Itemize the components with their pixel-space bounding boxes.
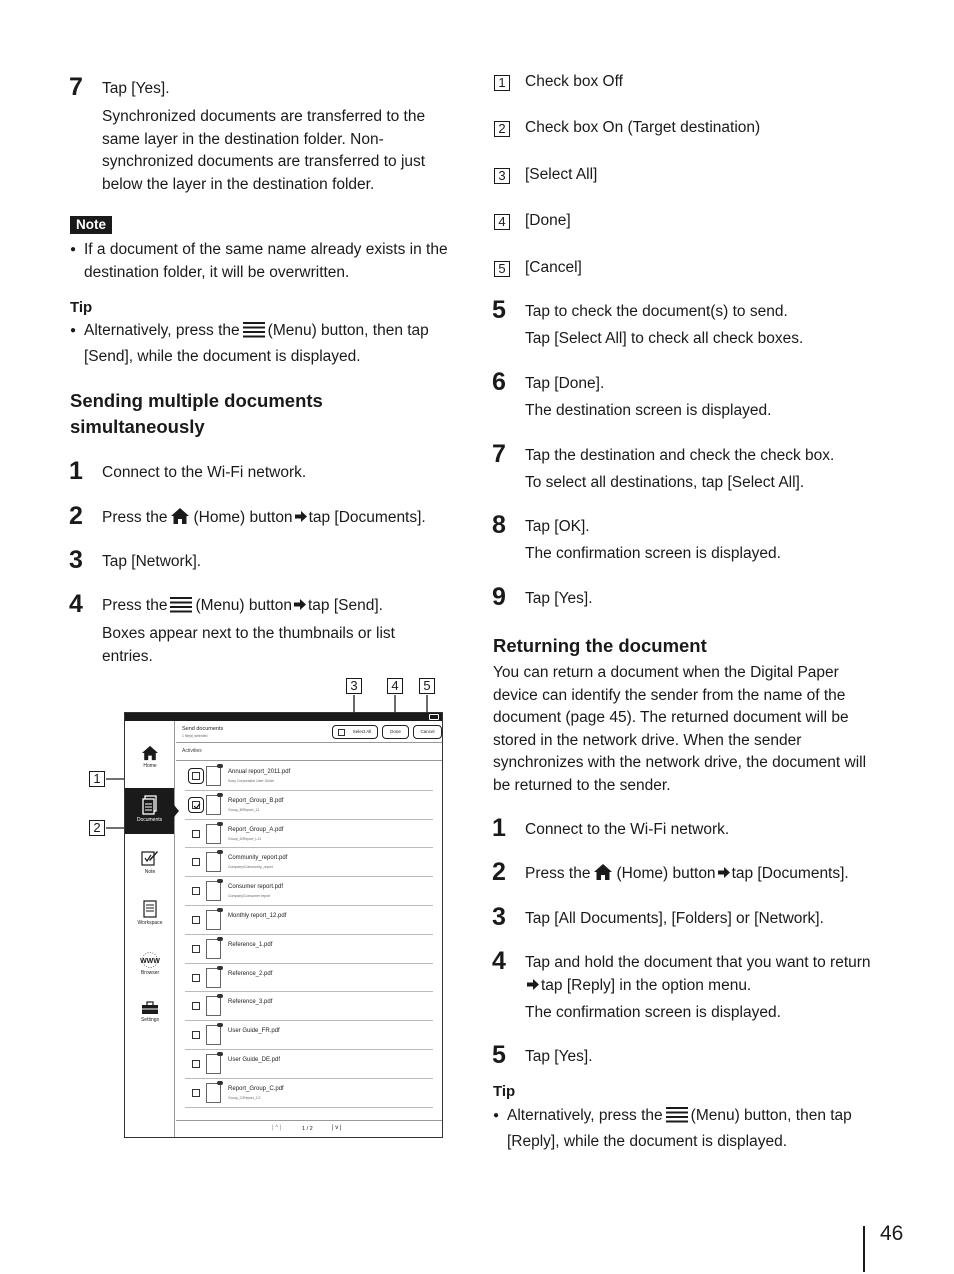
send-step-1-number: 1 [69,457,83,485]
arrow-icon [718,863,730,886]
document-thumbnail [206,795,221,815]
return-step-3-number: 3 [492,903,506,931]
checkbox-off[interactable] [192,858,200,866]
tip-label: Tip [70,299,93,316]
select-all-label: Select All [352,729,372,734]
page-number-rule [863,1226,865,1272]
done-button[interactable]: Done [382,725,409,739]
note-text: ● If a document of the same name already exists in the destination folder, it will be overwritten. [70,239,462,284]
send-step-2-number: 2 [69,502,83,530]
pager-prev-button[interactable]: | ^ | [272,1125,282,1131]
pager-label: 1 / 2 [302,1126,313,1132]
document-thumbnail [206,1025,221,1045]
return-step-4-body: The confirmation screen is displayed. [525,1004,781,1021]
document-thumbnail [206,766,221,786]
sidebar-settings[interactable] [128,995,172,1039]
step-number: 8 [492,511,506,539]
svg-text:WWW: WWW [140,958,160,965]
sidebar-workspace[interactable] [128,895,172,939]
file-row[interactable] [185,791,433,820]
file-row[interactable] [185,1050,433,1079]
menu-icon [666,1107,688,1131]
page-number: 46 [880,1222,904,1245]
file-row[interactable] [185,820,433,849]
callout-1: 1 [89,771,105,787]
document-thumbnail [206,939,221,959]
callout-5: 5 [419,678,435,694]
sidebar-workspace-label: Workspace [137,920,163,926]
checkbox-off[interactable] [192,830,200,838]
callout-highlight [188,797,204,813]
dialog-title: Send documents [182,726,224,732]
pager-next-button[interactable]: | v | [332,1125,342,1131]
legend-number: 4 [494,214,510,230]
file-name: Reference_3.pdf [228,999,273,1006]
arrow-icon [527,975,539,998]
return-step-4-number: 4 [492,947,506,975]
callout-2: 2 [89,820,105,836]
file-row[interactable] [185,1079,433,1108]
tip-text: ● Alternatively, press the (Menu) button, then tap [Send], while the document is displayed. [70,320,464,368]
document-thumbnail [206,996,221,1016]
document-thumbnail [206,1083,221,1103]
file-row[interactable] [185,877,433,906]
legend-text: [Cancel] [525,259,582,276]
file-name: Report_Group_C.pdf [228,1085,284,1092]
return-step-3-text: Tap [All Documents], [Folders] or [Network]. [525,910,824,927]
file-name: Annual report_2011.pdf [228,769,291,775]
tip-text-2: ● Alternatively, press the (Menu) button, then tap [Reply], while the document is displayed. [493,1105,888,1153]
file-name: Reference_1.pdf [228,941,273,948]
file-name: Monthly report_12.pdf [228,913,287,919]
legend-text: Check box On (Target destination) [525,119,761,136]
step-body: The confirmation screen is displayed. [525,545,781,562]
checkbox-off[interactable] [192,1031,200,1039]
step-number: 5 [492,296,506,324]
checkbox-off[interactable] [192,1089,200,1097]
file-row[interactable] [185,935,433,964]
checkbox-off[interactable] [192,1002,200,1010]
legend-number: 2 [494,121,510,137]
dialog-subtitle: 1 file(s) selected [182,734,208,738]
step-title: Tap the destination and check the check box. [525,447,835,464]
legend-text: [Select All] [525,166,598,183]
file-name: Reference_2.pdf [228,970,273,977]
file-path: Sony Corporation User Guide [228,779,274,783]
file-row[interactable] [185,762,433,791]
send-step-4-number: 4 [69,590,83,618]
document-thumbnail [206,968,221,988]
tip-label-2: Tip [493,1083,516,1100]
section-heading-returning: Returning the document [493,635,707,656]
step-number: 9 [492,583,506,611]
sidebar-documents-label: Documents [136,817,163,823]
note-icon [141,849,159,867]
sidebar-documents[interactable] [125,788,174,834]
sidebar-browser-label: Browser [140,970,160,976]
home-icon [141,745,159,761]
divider [176,760,442,761]
document-thumbnail [206,852,221,872]
return-step-5-number: 5 [492,1041,506,1069]
step-7-number: 7 [69,73,83,101]
checkbox-off[interactable] [192,974,200,982]
legend-text: [Done] [525,212,571,229]
home-icon [593,863,613,889]
send-step-4-text: Press the (Menu) button tap [Send]. [102,595,383,621]
send-step-3-number: 3 [69,546,83,574]
document-thumbnail [206,881,221,901]
file-row[interactable] [185,992,433,1021]
checkbox-off[interactable] [192,887,200,895]
step-body: Tap [Select All] to check all check boxes. [525,330,804,347]
file-row[interactable] [185,964,433,993]
file-name: User Guide_FR.pdf [228,1028,280,1035]
returning-intro: You can return a document when the Digital Paper device can identify the sender from the name of the document (page 45). The returned document will be stored in the network drive. When the sender synchronizes with the network drive, the document will be returned to the sender. [493,664,867,794]
device-status-bar [125,713,442,721]
file-name: Report_Group_B.pdf [228,797,284,804]
step-title: Tap [Yes]. [525,590,593,607]
file-row[interactable] [185,906,433,935]
sidebar-settings-label: Settings [140,1017,160,1023]
browser-icon [139,952,161,968]
legend-number: 3 [494,168,510,184]
step-title: Tap [Done]. [525,375,605,392]
checkbox-off[interactable] [192,945,200,953]
step-body: To select all destinations, tap [Select All]. [525,474,805,491]
document-thumbnail [206,824,221,844]
device-screenshot [124,712,443,1138]
file-row[interactable] [185,1021,433,1050]
file-path: Company/Community_report [228,865,273,870]
cancel-button[interactable]: Cancel [413,725,442,739]
document-thumbnail [206,910,221,930]
callout-3: 3 [346,678,362,694]
step-7-body: Synchronized documents are transferred to the same layer in the destination folder. Non-synchronized documents are transferred to just below the layer in the destination folder. [102,108,426,193]
select-all-button[interactable] [332,725,378,739]
file-name: Community_report.pdf [228,855,288,862]
file-path: Company/Consumer report [228,894,271,899]
file-path: Group_B/Report_12 [228,807,260,812]
send-step-4-body: Boxes appear next to the thumbnails or list entries. [102,625,395,665]
toolbox-icon [141,1001,159,1015]
battery-icon [429,714,439,720]
send-step-3-text: Tap [Network]. [102,553,202,570]
step-body: The destination screen is displayed. [525,402,772,419]
checkbox-off[interactable] [192,916,200,924]
workspace-icon [142,900,158,918]
file-name: User Guide_DE.pdf [228,1057,281,1063]
sidebar-home[interactable] [128,735,172,783]
return-step-2-number: 2 [492,858,506,886]
section-heading-sending: Sending multiple documents simultaneously [70,390,323,437]
select-all-checkbox [338,729,345,736]
device-header [176,721,442,743]
step-7-title: Tap [Yes]. [102,80,170,97]
return-step-1-number: 1 [492,814,506,842]
file-path: Group_A/Report_L11 [228,836,262,841]
step-number: 7 [492,440,506,468]
file-name: Report_Group_A.pdf [228,826,284,833]
checkbox-off[interactable] [192,1060,200,1068]
send-step-1-text: Connect to the Wi-Fi network. [102,464,307,481]
file-row[interactable] [185,848,433,877]
legend-number: 5 [494,261,510,277]
documents-icon [142,795,158,815]
step-number: 6 [492,368,506,396]
file-name: Consumer report.pdf [228,884,284,891]
sidebar-home-label: Home [143,763,157,769]
legend-number: 1 [494,75,510,91]
step-title: Tap [OK]. [525,518,590,535]
breadcrumb: Activities [182,748,202,754]
step-title: Tap to check the document(s) to send. [525,303,788,320]
callout-highlight [188,768,204,784]
sidebar-note[interactable] [128,845,172,889]
file-path: Group_C/Report_2.3 [228,1095,261,1100]
device-sidebar [125,721,175,1138]
send-step-2-text: Press the (Home) button tap [Documents]. [102,507,426,533]
selected-pointer [174,805,179,817]
return-step-5-text: Tap [Yes]. [525,1048,593,1065]
note-badge: Note [70,216,112,234]
pager-bar [176,1120,442,1138]
return-step-2-text: Press the (Home) button tap [Documents]. [525,863,849,889]
document-thumbnail [206,1054,221,1074]
sidebar-note-label: Note [144,869,156,875]
sidebar-browser[interactable] [128,945,172,989]
return-step-1-text: Connect to the Wi-Fi network. [525,821,730,838]
callout-4: 4 [387,678,403,694]
legend-text: Check box Off [525,73,623,90]
return-step-4-text: Tap and hold the document that you want to returntap [Reply] in the option menu. [525,952,885,997]
